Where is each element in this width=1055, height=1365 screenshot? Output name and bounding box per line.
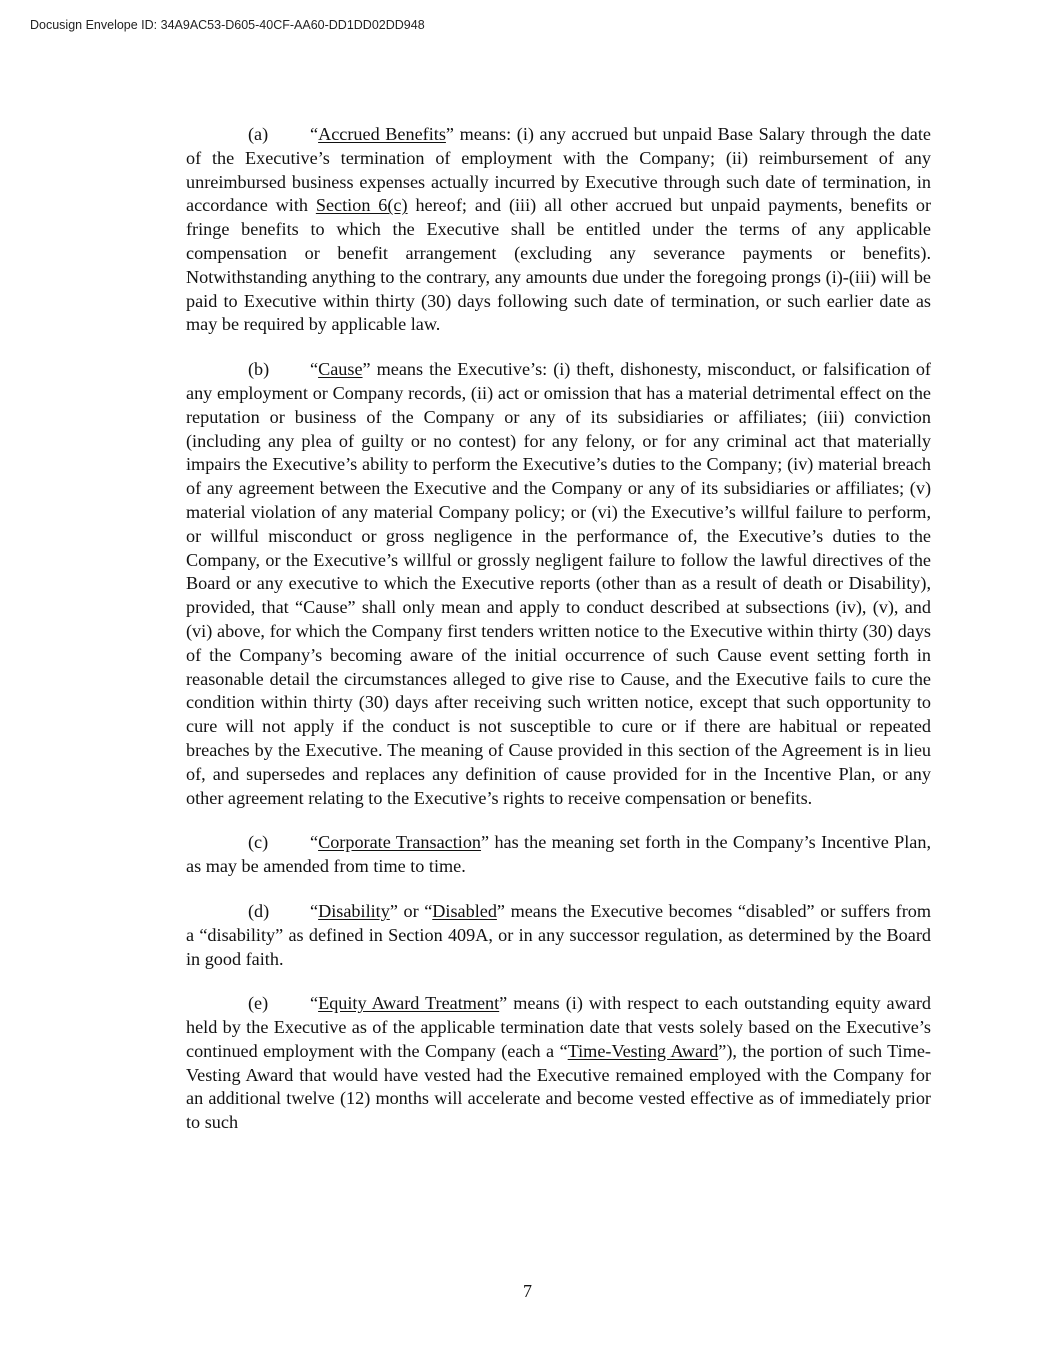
paragraph-label: (a) — [248, 124, 269, 144]
docusign-envelope-id: Docusign Envelope ID: 34A9AC53-D605-40CF-AA60-DD1DD02DD948 — [30, 18, 425, 32]
definition-text: ” means the Executive’s: (i) theft, dishonesty, misconduct, or falsification of any employment or Company records, (ii) act or omission that has a material detrimental effect on the reputation or business of the Company or any of its subsidiaries or affiliates; (iii) conviction (including any plea of guilty or no contest) for any felony, or for any criminal act that materially impairs the Executive’s ability to perform the Executive’s duties to the Company; (iv) material breach of any agreement between the Executive and the Company or any of its subsidiaries or affiliates; (v) material violation of any material Company policy; or (vi) the Executive’s willful failure to perform, or willful misconduct or gross negligence in the performance of, the Executive’s duties to the Company, or the Executive’s willful or grossly negligent failure to follow the lawful directives of the Board or any executive to which the Executive reports (other than as a result of death or Disability), provided, that “Cause” shall only mean and apply to conduct described at subsections (iv), (v), and (vi) above, for which the Company first tenders written notice to the Executive within thirty (30) days of the Company’s becoming aware of the initial occurrence of such Cause event setting forth in reasonable detail the circumstances alleged to give rise to Cause, and the Executive fails to cure the condition within thirty (30) days after receiving such written notice, except that such opportunity to cure will not apply if the conduct is not susceptible to cure or if there are habitual or repeated breaches by the Executive. The meaning of Cause provided in this section of the Agreement is in lieu of, and supersedes and replaces any definition of cause provided for in the Incentive Plan, or any other agreement relating to the Executive’s rights to receive compensation or benefits. — [186, 359, 931, 808]
paragraph-label: (e) — [248, 993, 269, 1014]
definition-accrued-benefits — [186, 123, 931, 337]
definition-equity-award-treatment — [186, 992, 931, 1135]
definition-text: ” means (i) with respect to each outstanding equity award held by the Executive as of the applicable termination date that vests solely based on the Executive’s continued employment with the Company (each a “ — [186, 993, 931, 1061]
defined-term: Corporate Transaction — [318, 832, 482, 853]
paragraph-label: (c) — [248, 832, 269, 853]
defined-term: Time-Vesting Award — [567, 1040, 719, 1061]
definition-cause — [186, 358, 931, 810]
quote-open: “ — [310, 993, 319, 1014]
definition-text: ” has the meaning set forth in the Company’s Incentive Plan, as may be amended from time to time. — [186, 832, 931, 877]
quote-open: “ — [310, 900, 319, 921]
defined-term: Cause — [318, 359, 363, 380]
document-body — [186, 123, 931, 1156]
paragraph-label: (b) — [248, 359, 270, 380]
definition-disability — [186, 900, 931, 971]
term-separator: ” or “ — [389, 900, 433, 921]
definition-text: ” means the Executive becomes “disabled” or suffers from a “disability” as defined in Section 409A, or in any successor regulation, as determined by the Board in good faith. — [186, 900, 931, 969]
section-reference: Section 6(c) — [315, 195, 408, 216]
defined-term: Disabled — [432, 900, 497, 921]
quote-open: “ — [310, 359, 319, 380]
definition-text: ”), the portion of such Time-Vesting Award that would have vested had the Executive remained employed with the Company for an additional twelve (12) months will accelerate and become vested effective as of immediately prior to such — [186, 1040, 931, 1133]
paragraph-label: (d) — [248, 900, 270, 921]
defined-term: Accrued Benefits — [318, 124, 446, 144]
quote-open: “ — [310, 124, 319, 144]
quote-open: “ — [310, 832, 319, 853]
definition-corporate-transaction — [186, 831, 931, 879]
defined-term: Equity Award Treatment — [318, 993, 500, 1014]
definition-text: ” means: (i) any accrued but unpaid Base Salary through the date of the Executive’s termination of employment with the Company; (ii) reimbursement of any unreimbursed business expenses actually incurred by Executive through such date of termination, in accordance with — [186, 124, 931, 216]
page-number: 7 — [523, 1281, 532, 1301]
definition-text: hereof; and (iii) all other accrued but unpaid payments, benefits or fringe benefits to which the Executive shall be entitled under the terms of any applicable compensation or benefit arrangement (excluding any severance payments or benefits). Notwithstanding anything to the contrary, any amounts due under the foregoing prongs (i)-(iii) will be paid to Executive within thirty (30) days following such date of termination, or such earlier date as may be required by applicable law. — [186, 195, 931, 335]
defined-term: Disability — [318, 900, 390, 921]
